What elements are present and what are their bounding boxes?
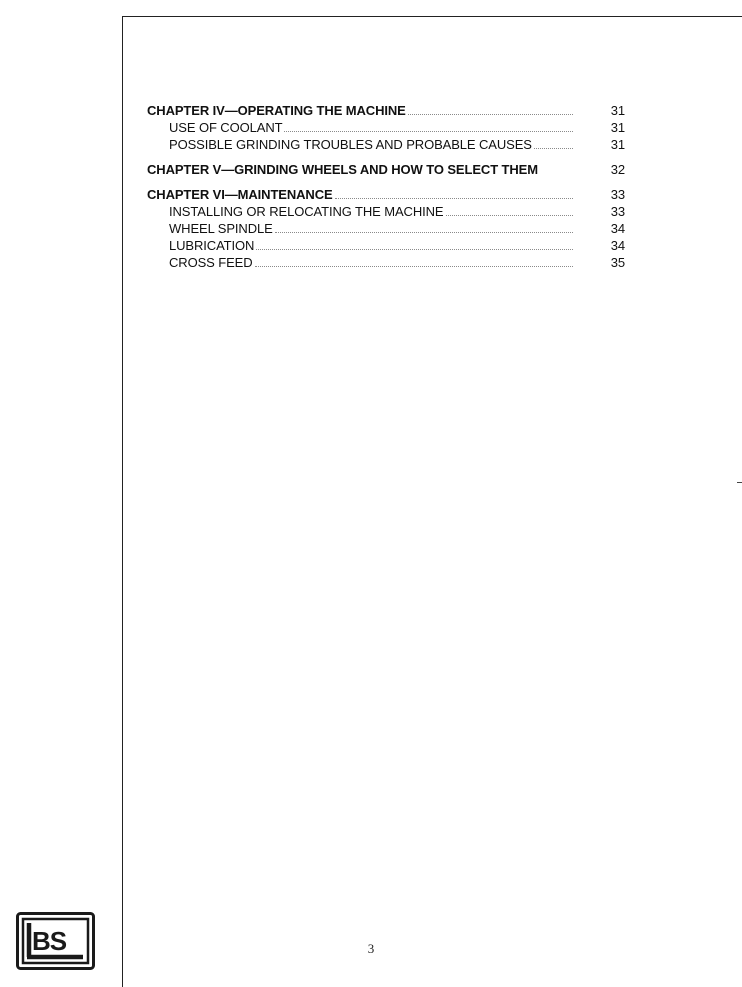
dot-leader: [335, 198, 573, 199]
dot-leader: [256, 249, 573, 250]
dot-leader: [446, 215, 574, 216]
toc-entry-wheel-spindle[interactable]: [147, 220, 625, 237]
toc-entry-title: WHEEL SPINDLE: [169, 221, 273, 236]
toc-entry-title: CROSS FEED: [169, 255, 253, 270]
publisher-logo-icon: [16, 912, 95, 970]
toc-entry-title: CHAPTER VI—MAINTENANCE: [147, 187, 333, 202]
toc-entry-cross-feed[interactable]: [147, 254, 625, 271]
toc-entry-grinding-troubles[interactable]: [147, 136, 625, 153]
table-of-contents: [147, 102, 625, 271]
toc-entry-use-of-coolant[interactable]: [147, 119, 625, 136]
logo-lettering: BS: [32, 926, 67, 956]
toc-entry-page: 33: [610, 204, 625, 219]
page-frame-left-rule: [122, 16, 123, 987]
dot-leader: [255, 266, 573, 267]
dot-leader: [408, 114, 573, 115]
toc-entry-page: 34: [610, 238, 625, 253]
toc-entry-page: 31: [610, 137, 625, 152]
toc-entry-page: 32: [610, 162, 625, 177]
publisher-logo: [16, 912, 95, 970]
toc-entry-title: CHAPTER IV—OPERATING THE MACHINE: [147, 103, 406, 118]
toc-entry-page: 31: [610, 103, 625, 118]
page-frame-top-rule: [123, 16, 742, 17]
toc-entry-chapter-6[interactable]: [147, 186, 625, 203]
toc-entry-page: 33: [610, 187, 625, 202]
toc-entry-title: POSSIBLE GRINDING TROUBLES AND PROBABLE CAUSES: [169, 137, 532, 152]
page-number: 3: [367, 941, 375, 956]
toc-entry-title: INSTALLING OR RELOCATING THE MACHINE: [169, 204, 444, 219]
toc-entry-title: LUBRICATION: [169, 238, 255, 253]
toc-entry-title: CHAPTER V—GRINDING WHEELS AND HOW TO SELECT THEM: [147, 162, 538, 177]
toc-entry-page: 31: [610, 120, 625, 135]
dot-leader: [534, 148, 573, 149]
toc-entry-title: USE OF COOLANT: [169, 120, 283, 135]
toc-entry-installing-machine[interactable]: [147, 203, 625, 220]
toc-entry-lubrication[interactable]: [147, 237, 625, 254]
toc-entry-page: 35: [610, 255, 625, 270]
edge-tick-mark: [737, 482, 742, 483]
toc-entry-page: 34: [610, 221, 625, 236]
dot-leader: [275, 232, 573, 233]
toc-entry-chapter-4[interactable]: [147, 102, 625, 119]
dot-leader: [284, 131, 573, 132]
toc-entry-chapter-5[interactable]: [147, 161, 625, 178]
